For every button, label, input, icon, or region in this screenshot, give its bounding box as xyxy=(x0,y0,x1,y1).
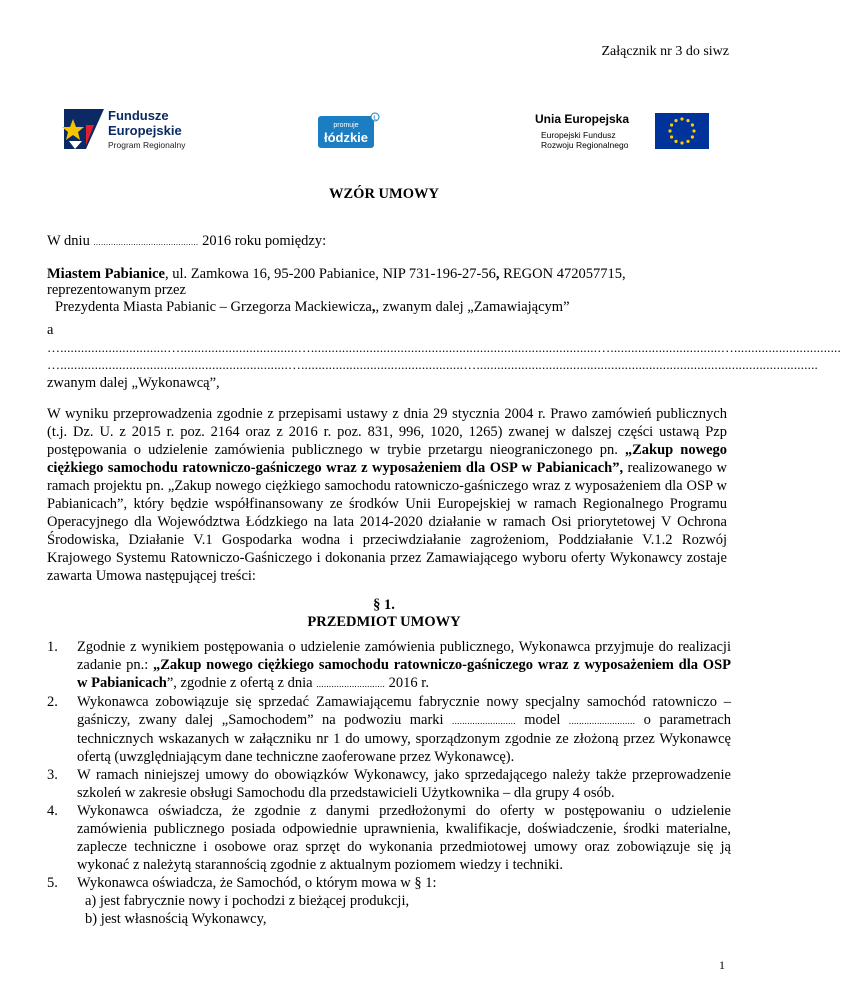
list-item: 1. Zgodnie z wynikiem postępowania o udzielenie zamówienia publicznego, Wykonawca przyjmuje do realizacji zadanie pn.: „Zakup nowego ciężkiego samochodu ratowniczo-gaśniczego wraz z wyposażeniem dla OSP w Pabianicach”, zgodnie z ofertą z dnia ........................... 2016 r. xyxy=(47,639,731,691)
page-number: 1 xyxy=(719,958,725,972)
date-dots: .......................................... xyxy=(93,238,199,247)
party1-representative: Prezydenta Miasta Pabianic – Grzegorza Mackiewicza xyxy=(55,299,372,315)
item-number: 5. xyxy=(47,875,58,891)
date-prefix: W dniu xyxy=(47,233,90,249)
intro-text2: realizowanego w ramach projektu pn. „Zakup nowego ciężkiego samochodu ratowniczo-gaśniczego wraz z wyposażeniem dla OSP w Pabianicach”, który będzie współfinansowany ze środków Unii Europejskiej w ramach Regionalnego Programu Operacyjnego dla Województwa Łódzkiego na lata 2014-2020 działanie w ramach Osi priorytetowej V Ochrona Środowiska, Działanie V.1 Gospodarka wodna i przeciwdziałanie zagrożeniom, Poddziałanie V.1.2 Rozwój Krajowego Systemu Ratowniczo-Gaśniczego i dokonania przez Zamawiającego wyboru oferty Wykonawcy zostaje zawarta Umowa następującej treści: xyxy=(47,460,727,584)
promuje-lodzkie-logo xyxy=(318,112,380,150)
contract-clauses xyxy=(47,638,731,928)
ue-line3: Rozwoju Regionalnego xyxy=(541,140,629,150)
party1-address: , ul. Zamkowa 16, 95-200 Pabianice, NIP 731-196-27-56 xyxy=(165,266,496,282)
lodz-line2: łódzkie xyxy=(323,130,369,145)
item-number: 3. xyxy=(47,767,58,783)
list-item: 5. Wykonawca oświadcza, że Samochód, o którym mowa w § 1: a) jest fabrycznie nowy i pochodzi z bieżącej produkcji, b) jest własnością Wykonawcy, xyxy=(47,874,731,928)
sub-item-b: b) jest własnością Wykonawcy, xyxy=(85,911,267,927)
section-number: § 1. xyxy=(373,597,395,613)
date-line xyxy=(47,233,326,250)
party1-called: , zwanym dalej „Zamawiającym” xyxy=(375,299,570,315)
date-suffix: 2016 roku pomiędzy: xyxy=(202,233,327,249)
party-connector: a xyxy=(47,322,54,338)
fe-line3: Program Regionalny xyxy=(108,140,186,150)
party2-dots-line1: …...............................…..................................…...................................................................................…................................…............................... xyxy=(47,340,841,355)
ue-line1: Unia Europejska xyxy=(535,112,630,126)
lodz-line1: promuje xyxy=(333,122,359,129)
list-item: 3. W ramach niniejszej umowy do obowiązków Wykonawcy, jako sprzedającego należy także przeprowadzenie szkoleń w zakresie obsługi Samochodu dla przedstawicieli Użytkownika – dla grupy 4 osób. xyxy=(47,767,731,801)
intro-text1: W wyniku przeprowadzenia zgodnie z przepisami ustawy z dnia 29 stycznia 2004 r. Prawo zamówień publicznych (t.j. Dz. U. z 2015 r. poz. 2164 oraz z 2016 r. poz. 831, 996, 1020, 1265) zwanej w dalszej części ustawą Pzp postępowania o udzielenie zamówienia publicznego w trybie przetargu nieograniczonego pn. xyxy=(47,406,727,458)
attachment-label: Załącznik nr 3 do siwz xyxy=(601,44,729,59)
ue-line2: Europejski Fundusz xyxy=(541,130,616,140)
fundusze-europejskie-logo xyxy=(64,105,214,157)
eu-flag-icon xyxy=(655,113,709,149)
party1-regon: REGON 472057715, xyxy=(499,266,626,282)
svg-text:Ł: Ł xyxy=(373,115,377,122)
intro-paragraph xyxy=(47,405,727,585)
list-item: 4. Wykonawca oświadcza, że zgodnie z danymi przedłożonymi do oferty w postępowaniu o udzielenie zamówienia publicznego posiada odpowiednie uprawnienia, kwalifikacje, doświadczenie, środki materialne, zaplecze techniczne i osobowe oraz sprzęt do wykonania przedmiotowej umowy oraz zobowiązuje się ją wykonać z należytą starannością zgodnie z aktualnym poziomem wiedzy i techniki. xyxy=(47,803,731,873)
party1-line2: reprezentowanym przez xyxy=(47,282,186,298)
party1-comma: , xyxy=(495,266,500,282)
party2-dots-line2: …..................................................................…...............................................…................................................................................................... xyxy=(47,357,818,372)
item-number: 4. xyxy=(47,803,58,819)
party1-line3: Prezydenta Miasta Pabianic – Grzegorza Mackiewicza,, zwanym dalej „Zamawiającym” xyxy=(55,299,570,315)
list-item: 2. Wykonawca zobowiązuje się sprzedać Zamawiającemu fabrycznie nowy specjalny samochód ratowniczo – gaśniczy, zwany dalej „Samochodem” na podwoziu marki ......................... model .......................... o parametrach technicznych wskazanych w załączniku nr 1 do umowy, sporządzonym zgodnie ze złożoną przez Wykonawcę ofertą (uwzględniającym dane techniczne zaoferowane przez Wykonawcę). xyxy=(47,694,731,765)
party1-name: Miastem Pabianice xyxy=(47,266,165,282)
sub-item-a: a) jest fabrycznie nowy i pochodzi z bieżącej produkcji, xyxy=(85,893,410,909)
unia-europejska-logo xyxy=(535,108,710,154)
item-number: 2. xyxy=(47,694,58,710)
item-number: 1. xyxy=(47,639,58,655)
party2-called: zwanym dalej „Wykonawcą”, xyxy=(47,375,220,391)
fe-line2: Europejskie xyxy=(108,123,182,138)
fe-line1: Fundusze xyxy=(108,108,169,123)
section-title: PRZEDMIOT UMOWY xyxy=(307,614,461,630)
intro-task-name: „Zakup nowego ciężkiego samochodu ratowniczo-gaśniczego wraz z wyposażeniem dla OSP w Pabianicach”, xyxy=(47,442,728,476)
fe-star-icon xyxy=(64,105,104,153)
party1-line1 xyxy=(47,265,727,283)
logo-bar xyxy=(0,100,768,160)
document-title: WZÓR UMOWY xyxy=(329,186,439,202)
